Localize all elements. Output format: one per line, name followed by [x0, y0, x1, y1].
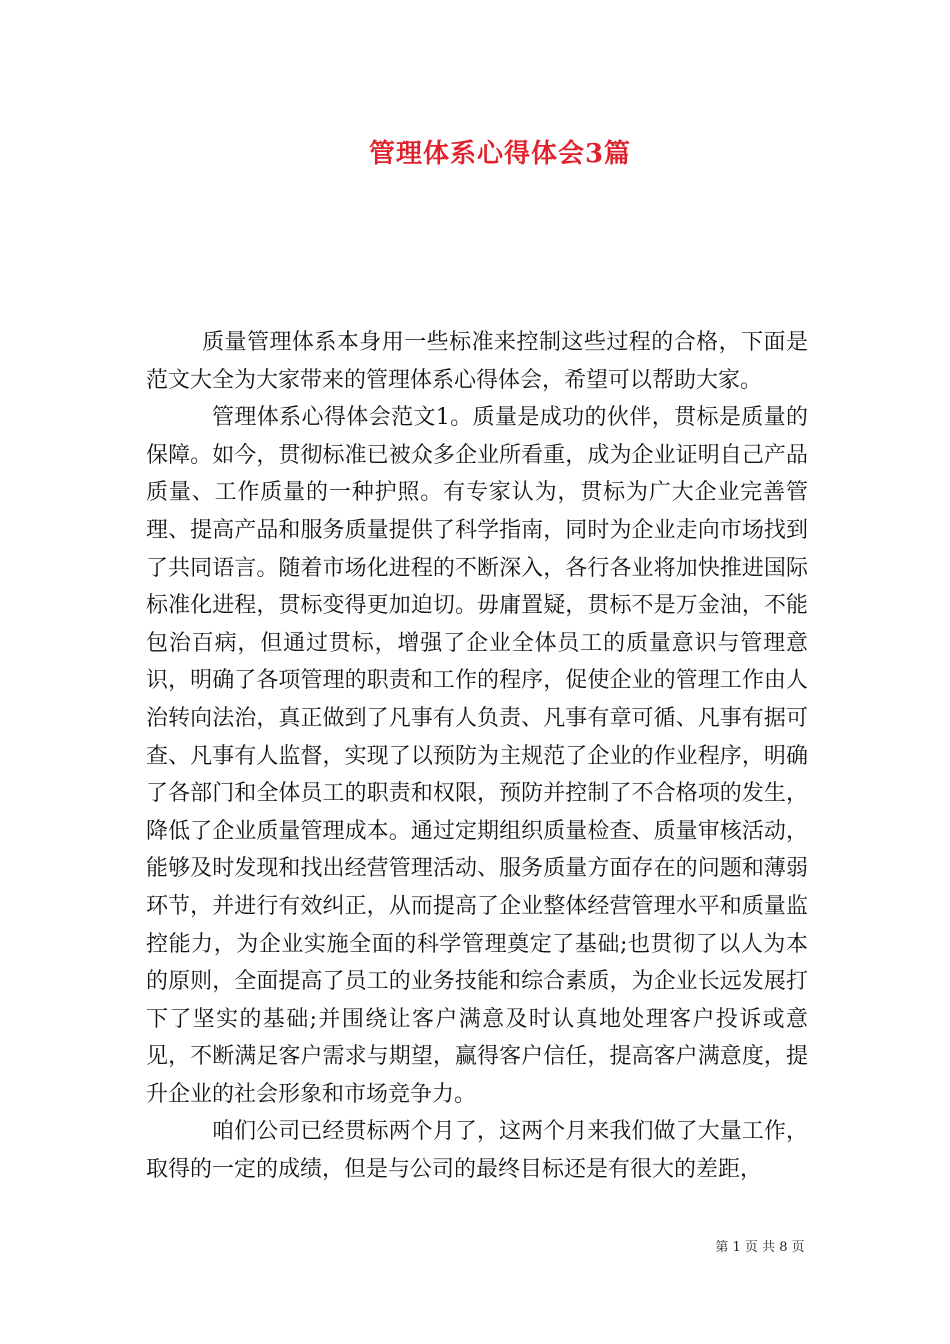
paragraph-company: 咱们公司已经贯标两个月了，这两个月来我们做了大量工作，取得的一定的成绩，但是与公司的最终目标还是有很大的差距，	[146, 1119, 808, 1183]
document-title: 管理体系心得体会3篇	[368, 139, 632, 169]
paragraph-sample-1: 管理体系心得体会范文1。质量是成功的伙伴，贯标是质量的保障。如今，贯彻标准已被众多企业所看重，成为企业证明自己产品质量、工作质量的一种护照。有专家认为，贯标为广大企业完善管理、提高产品和服务质量提供了科学指南，同时为企业走向市场找到了共同语言。随着市场化进程的不断深入，各行各业将加快推进国际标准化进程，贯标变得更加迫切。毋庸置疑，贯标不是万金油，不能包治百病，但通过贯标，增强了企业全体员工的质量意识与管理意识，明确了各项管理的职责和工作的程序，促使企业的管理工作由人治转向法治，真正做到了凡事有人负责、凡事有章可循、凡事有据可查、凡事有人监督，实现了以预防为主规范了企业的作业程序，明确了各部门和全体员工的职责和权限，预防并控制了不合格项的发生，降低了企业质量管理成本。通过定期组织质量检查、质量审核活动，能够及时发现和找出经营管理活动、服务质量方面存在的问题和薄弱环节，并进行有效纠正，从而提高了企业整体经营管理水平和质量监控能力，为企业实施全面的科学管理奠定了基础;也贯彻了以人为本的原则，全面提高了员工的业务技能和综合素质，为企业长远发展打下了坚实的基础;并围绕让客户满意及时认真地处理客户投诉或意见，不断满足客户需求与期望，赢得客户信任，提高客户满意度，提升企业的社会形象和市场竞争力。	[146, 405, 808, 1107]
paragraph-intro: 质量管理体系本身用一些标准来控制这些过程的合格，下面是范文大全为大家带来的管理体系心得体会，希望可以帮助大家。	[146, 330, 808, 393]
page-number-footer: 第 1 页 共 8 页	[715, 1240, 805, 1255]
document-body	[146, 324, 808, 1189]
